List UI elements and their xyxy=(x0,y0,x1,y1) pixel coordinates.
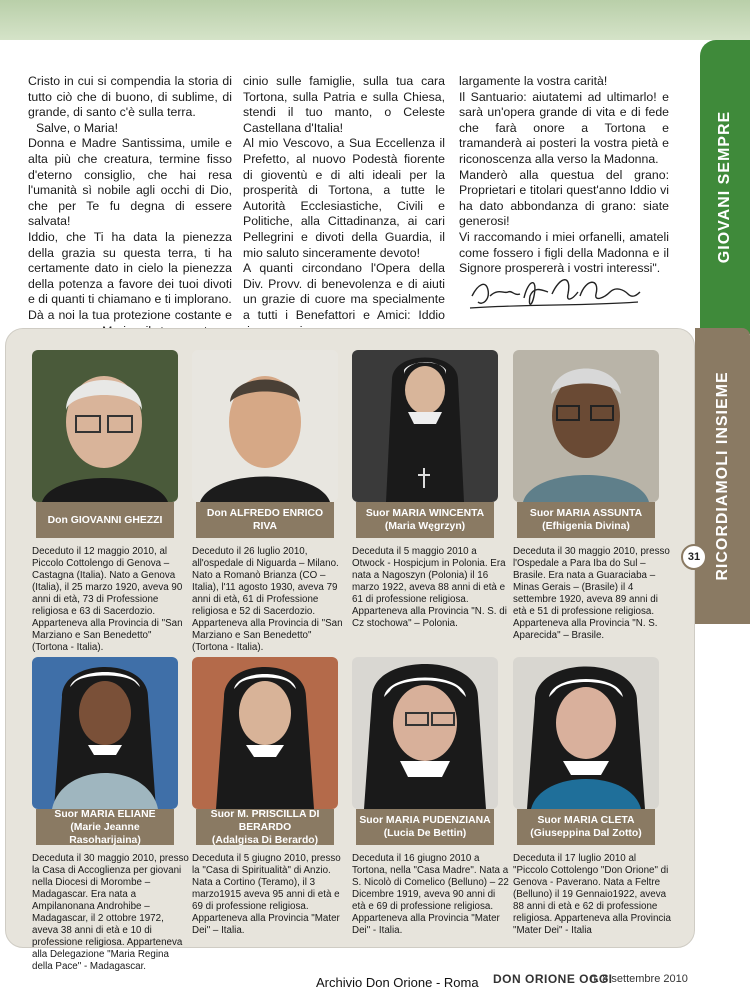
portrait-photo xyxy=(32,657,178,809)
obituary-text: Deceduto il 12 maggio 2010, al Piccolo Cottolengo di Genova – Castagna (Italia). Nato a Genova (Italia), il 25 marzo 1920, aveva 90 anni di età, 73 di Professione religiosa e 63 di Sacerdozio. Apparteneva alla Provincia di "San Marziano e San Benedetto" (Tortona - Italia). xyxy=(32,546,183,653)
person-name: Suor M. PRISCILLA DI BERARDO xyxy=(210,808,320,833)
obituary-text: Deceduta il 5 maggio 2010 a Otwock - Hospicjum in Polonia. Era nata a Nagoszyn (Polonia) il 16 marzo 1922, aveva 88 anni di età e 61 di professione religiosa. Apparteneva alla Provincia "N. S. di Cz stochowa" – Polonia. xyxy=(352,546,507,629)
name-plate xyxy=(356,809,494,845)
name-plate xyxy=(36,502,174,538)
article-column-2 xyxy=(243,74,445,339)
section-tab-giovani-sempre xyxy=(700,40,750,334)
paragraph: Al mio Vescovo, a Sua Eccellenza il Prefetto, al nuovo Podestà fiorente di gioventù e di alti ideali per la prosperità di Tortona, a tutte le Autorità Ecclesiastiche, Civili e Politiche, alla Cittadinanza, ai cari Pellegrini e divoti della Guardia, il mio saluto sinceramente devoto! xyxy=(243,136,445,260)
person-birth-name: (Giuseppina Dal Zotto) xyxy=(530,828,642,839)
paragraph: Il Santuario: aiutatemi ad ultimarlo! e sarà un'opera grande di vita e di fede che farà onore a Tortona e tramanderà ai posteri la vostra pietà e riconoscenza alla verso la Madonna. xyxy=(459,89,669,166)
person-name: Suor MARIA ELIANE xyxy=(54,808,156,820)
person-name: Suor MARIA CLETA xyxy=(537,815,635,826)
archive-credit: Archivio Don Orione - Roma xyxy=(316,975,479,990)
obituary-text: Deceduta il 17 luglio 2010 al "Piccolo Cottolengo "Don Orione" di Genova - Paverano. Nata a Feltre (Belluno) il 19 Gennaio1922, aveva 88 anni di età e 62 di professione religiosa. Apparteneva alla Provincia "Mater Dei" - Italia xyxy=(513,853,671,936)
obituary-text: Deceduta il 30 maggio 2010, presso l'Ospedale a Para Iba do Sul – Brasile. Era nata a Guaraciaba – Minas Gerais – (Brasile) il 4 settembre 1920, aveva 89 anni di età e 51 di professione religiosa. Apparteneva alla Provincia "N. S. Aparecida" – Brasile. xyxy=(513,546,670,641)
person-name: Suor MARIA ASSUNTA xyxy=(529,508,643,519)
person-name: Don GIOVANNI GHEZZI xyxy=(47,514,163,526)
obituary-text: Deceduta il 5 giugno 2010, presso la "Casa di Spiritualità" di Anzio. Nata a Cortino (Teramo), il 3 marzo1915 aveva 95 anni di età e 69 di professione religiosa. Apparteneva alla Provincia "Mater Dei" – Italia. xyxy=(192,853,341,936)
page-number-badge: 31 xyxy=(681,544,707,570)
paragraph: Dà a noi la tua protezione costante e xyxy=(28,307,232,322)
article-column-3 xyxy=(459,74,669,277)
obituary-text: Deceduta il 16 giugno 2010 a Tortona, nella "Casa Madre". Nata a S. Nicolò di Comelico (Belluno) – 22 Dicembre 1919, aveva 90 anni di età e 69 di professione religiosa. Apparteneva alla Provincia "Mater Dei" - Italia. xyxy=(352,853,509,936)
person-birth-name: (Efhigenia Divina) xyxy=(542,521,630,532)
portrait-photo xyxy=(513,350,659,502)
paragraph: Iddio, che Ti ha data la pienezza della grazia su questa terra, ti ha certamente dato in cielo la pienezza della potenza a favore dei tuoi divoti e di quanti ti chiamano e ti implorano. xyxy=(28,229,232,307)
paragraph: cinio sulle famiglie, sulla tua cara Tortona, sulla Patria e sulla Chiesa, stendi il tuo manto, o Celeste Castellana d'Italia! xyxy=(243,74,445,135)
portrait-photo xyxy=(192,657,338,809)
obituary-text: Deceduta il 30 maggio 2010, presso la Casa di Accoglienza per giovani nella Diocesi di Morombe – Madagascar. Era nata a Ampilanonana Androhibe – Madagascar, il 2 ottobre 1972, aveva 38 anni di età e 10 di professione religiosa. Apparteneva alla Delegazione "Maria Regina della Pace" - Madagascar. xyxy=(32,853,189,972)
portrait-photo xyxy=(513,657,659,809)
paragraph: Donna e Madre Santissima, umile e alta più che creatura, termine fisso d'eterno consiglio, che hai resa l'umanità sì nobile agli occhi di Dio, che per Te fu degna di essere salvata! xyxy=(28,136,232,229)
portrait-photo xyxy=(352,657,498,809)
person-birth-name: (Marie Jeanne Rasoharijaina) xyxy=(69,821,141,846)
name-plate xyxy=(517,502,655,538)
obituary-text: Deceduto il 26 luglio 2010, all'ospedale di Niguarda – Milano. Nato a Romanò Brianza (CO – Italia), l'11 agosto 1930, aveva 79 anni di età, 61 di Professione religiosa e 52 di Sacerdozio. Apparteneva alla Provincia di "San Marziano e San Benedetto" (Tortona - Italia). xyxy=(192,546,343,653)
paragraph: Cristo in cui si compendia la storia di tutto ciò che di buono, di sublime, di grande, di santo c'è sulla terra. xyxy=(28,74,232,120)
portrait-photo xyxy=(352,350,498,502)
article-column-1 xyxy=(28,74,232,355)
name-plate xyxy=(356,502,494,538)
paragraph: Salve, o Maria! xyxy=(36,120,119,135)
paragraph: largamente la vostra carità! xyxy=(459,74,608,88)
name-plate xyxy=(196,809,334,845)
paragraph: Vi raccomando i miei orfanelli, amateli come fossero i figli della Madonna e il Signore prospererà i vostri interessi". xyxy=(459,229,669,276)
name-plate xyxy=(196,502,334,538)
section-tab-ricordiamoli-insieme xyxy=(695,328,750,624)
person-birth-name: (Maria Węgrzyn) xyxy=(384,521,466,532)
person-name: Suor MARIA PUDENZIANA xyxy=(359,815,491,826)
handwritten-signature xyxy=(468,266,644,316)
name-plate xyxy=(517,809,655,845)
person-name: Don ALFREDO ENRICO RIVA xyxy=(206,508,324,532)
portrait-photo xyxy=(192,350,338,502)
person-birth-name: (Adalgisa Di Berardo) xyxy=(211,834,319,846)
person-name: Suor MARIA WINCENTA xyxy=(365,508,485,519)
person-birth-name: (Lucia De Bettin) xyxy=(383,828,467,839)
magazine-brand: DON ORIONE OGGI xyxy=(493,972,613,986)
issue-number: n. 8 settembre 2010 xyxy=(590,973,688,985)
paragraph: A quanti circondano l'Opera della Div. Provv. di benevolenza e di aiuti un grazie di cuore ma specialmente a tutti i Benefattori e Amici: Iddio xyxy=(243,261,445,322)
portrait-photo xyxy=(32,350,178,502)
name-plate xyxy=(36,809,174,845)
section-tab-label: GIOVANI SEMPRE xyxy=(716,110,733,264)
paragraph: Manderò alla questua del grano: Proprietari e titolari quest'anno Iddio vi ha dato abbondanza di grano: siate generosi! xyxy=(459,167,669,229)
section-tab-label: RICORDIAMOLI INSIEME xyxy=(713,371,731,581)
